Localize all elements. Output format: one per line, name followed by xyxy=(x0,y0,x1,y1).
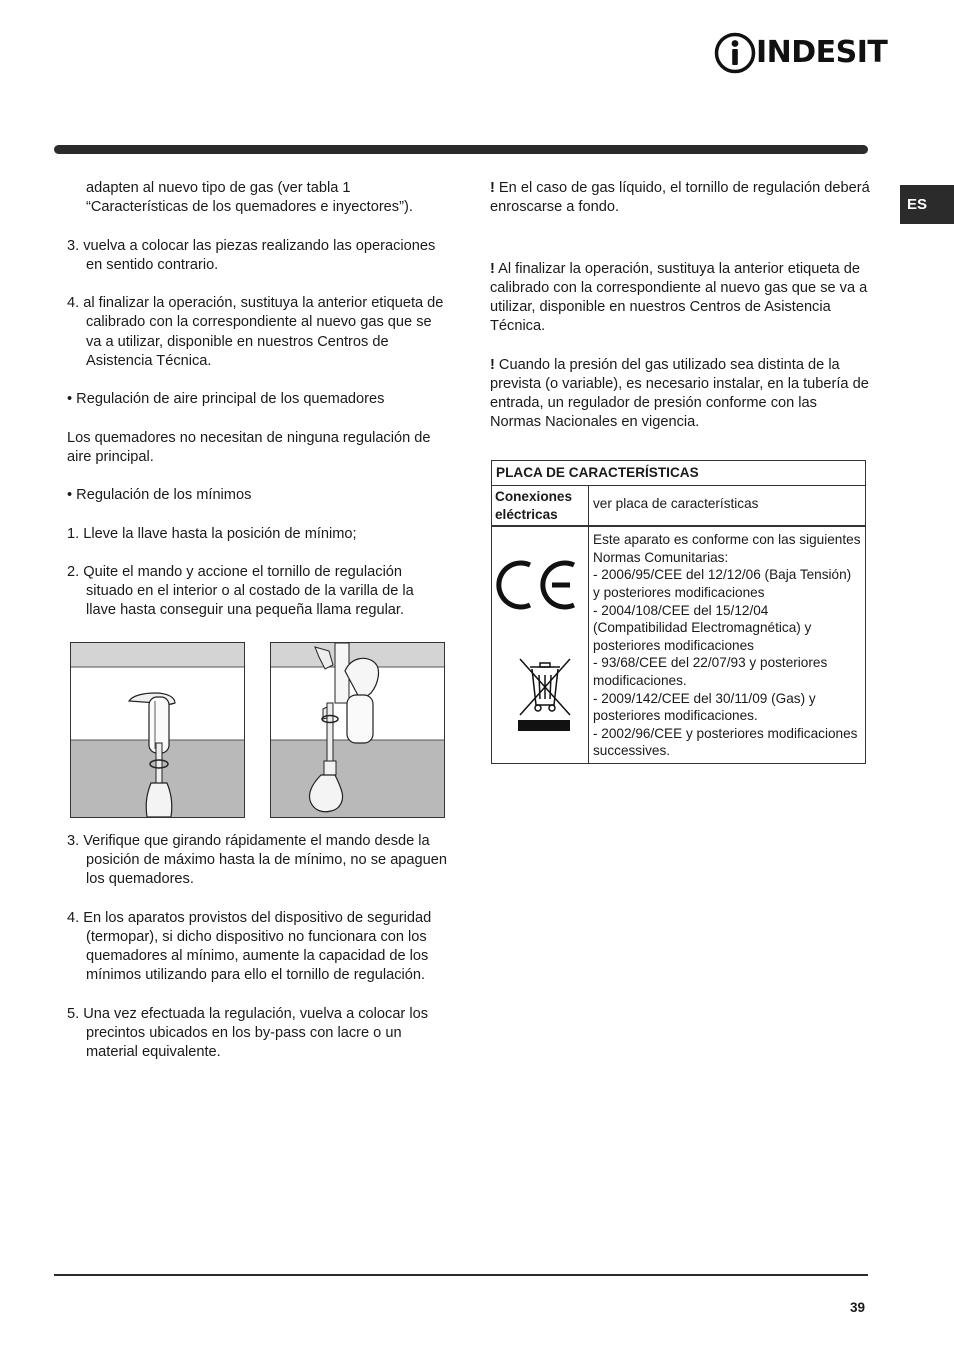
warning-icon: ! xyxy=(490,180,495,196)
norms-intro: Este aparato es conforme con las siguientes Normas Comunitarias: xyxy=(593,532,861,565)
min-step-3: 3. Verifique que girando rápidamente el mando desde la posición de máximo hasta la de mínimo, no se apaguen los quemadores. xyxy=(67,833,448,888)
ce-mark-icon xyxy=(492,527,582,763)
conn-value: ver placa de características xyxy=(589,486,866,527)
min-step-4: 4. En los aparatos provistos del dispositivo de seguridad (termopar), si dicho dispositivo no funcionara con los quemadores al mínimo, aumente la capacidad de los mínimos utilizando para ello el tornillo de regulación. xyxy=(67,909,432,984)
norm-item: - 2004/108/CEE del 15/12/04 (Compatibilidad Electromagnética) y posteriores modificaciones xyxy=(593,602,812,653)
header-rule xyxy=(54,145,868,154)
bullet-air-regulation: • Regulación de aire principal de los quemadores xyxy=(67,391,385,408)
note-liquid-gas: ! En el caso de gas líquido, el tornillo de regulación deberá enroscarse a fondo. xyxy=(490,180,870,216)
spec-table xyxy=(491,460,866,764)
bullet-min-regulation: • Regulación de los mínimos xyxy=(67,487,252,504)
weee-bin-icon xyxy=(520,659,570,715)
left-column-lower xyxy=(67,832,447,1062)
page-number: 39 xyxy=(850,1300,866,1315)
norms-cell xyxy=(589,526,866,764)
footer-rule xyxy=(54,1274,868,1276)
adjustment-figures xyxy=(70,642,444,817)
figure-screwdriver-left xyxy=(70,642,245,818)
list-item-4: 4. al finalizar la operación, sustituya la anterior etiqueta de calibrado con la correspondiente al nuevo gas que se va a utilizar, disponible en nuestros Centros de Asistencia Técnica. xyxy=(67,295,444,369)
norm-item: - 2009/142/CEE del 30/11/09 (Gas) y posteriores modificaciones. xyxy=(593,690,816,724)
figure-screwdriver-right xyxy=(270,642,445,818)
spec-table-title: PLACA DE CARACTERÍSTICAS xyxy=(492,461,866,486)
note-label-replace: ! Al finalizar la operación, sustituya la anterior etiqueta de calibrado con la correspondiente al nuevo gas que se va a utilizar, disponible en nuestros Centros de Asistencia Técnica. xyxy=(490,260,868,335)
paragraph-air: Los quemadores no necesitan de ninguna regulación de aire principal. xyxy=(67,429,431,465)
conn-label: Conexiones eléctricas xyxy=(492,486,589,527)
list-item-3: 3. vuelva a colocar las piezas realizando las operaciones en sentido contrario. xyxy=(67,237,436,273)
min-step-5: 5. Una vez efectuada la regulación, vuelva a colocar los precintos ubicados en los by-pass con lacre o un material equivalente. xyxy=(67,1005,429,1061)
warning-icon: ! xyxy=(490,260,495,277)
symbols-cell xyxy=(492,526,589,764)
brand-name: INDESIT xyxy=(756,35,888,70)
min-step-2: 2. Quite el mando y accione el tornillo de regulación situado en el interior o al costado de la varilla de la llave hasta conseguir una pequeña llama regular. xyxy=(67,563,414,619)
norm-item: - 2006/95/CEE del 12/12/06 (Baja Tensión) y posteriores modificaciones xyxy=(593,567,852,600)
paragraph-gas-adapt: adapten al nuevo tipo de gas (ver tabla 1 “Características de los quemadores e inyectores”). xyxy=(86,180,413,216)
norm-item: - 93/68/CEE del 22/07/93 y posteriores modificaciones. xyxy=(593,655,828,688)
min-step-1: 1. Lleve la llave hasta la posición de mínimo; xyxy=(67,525,357,542)
note-pressure: ! Cuando la presión del gas utilizado sea distinta de la prevista (o variable), es necesario instalar, en la tubería de entrada, un regulador de presión conforme con las Normas Nacionales en vigencia. xyxy=(490,356,869,431)
language-tab: ES xyxy=(900,185,954,224)
left-column xyxy=(67,179,447,621)
norm-item: - 2002/96/CEE y posteriores modificaciones successives. xyxy=(593,725,858,759)
warning-icon: ! xyxy=(490,356,495,373)
right-column xyxy=(490,179,870,432)
